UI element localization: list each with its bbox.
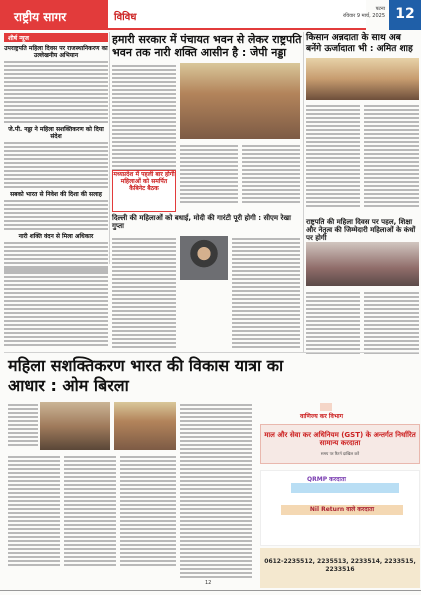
story-text [306,103,360,209]
footer-page-number: 12 [205,580,212,586]
group-photo [306,58,419,100]
qrmp-title: QRMP करदाता [307,476,346,483]
left-headline-4: नारी शक्ति वंदन से मिला अधिकार [18,233,94,240]
president-headline: राष्ट्रपति की महिला दिवस पर पहल, शिक्षा और नेतृत्व की जिम्मेदारी महिलाओं के कंधों पर होगी [306,218,416,242]
highlight-box [112,170,176,212]
section-divider [4,352,419,353]
story-text [364,103,419,209]
right-headline: किसान अन्नदाता के साथ अब बनेंगे ऊर्जादाता भी : अमित शाह [306,33,413,54]
story-text [112,236,176,350]
event-photo [180,63,300,139]
portrait-photo [180,236,228,280]
text-block [4,200,108,230]
column-divider [109,32,110,264]
story-text [306,290,360,356]
main-headline: हमारी सरकार में पंचायत भवन से लेकर राष्ट्रपति भवन तक नारी शक्ति आसीन है : जेपी नड्डा [112,33,302,59]
left-column [4,33,108,255]
page-header [0,0,421,30]
ad-section-title: वाणिज्य कर विभाग [300,413,343,420]
story-text [364,290,419,356]
story-text [180,402,252,580]
highlight-box-title: मध्यप्रदेश में पहली बार होगी महिलाओं को समर्पित कैबिनेट बैठक [113,171,175,192]
event-photo-3 [114,402,176,450]
helpline-box [260,548,420,588]
text-block [4,142,108,188]
story-text [64,454,116,568]
qrmp-banner [291,483,399,493]
left-headline-3: सबको भारत से निवेश की दिशा की सलाह [10,191,102,198]
story-text [180,143,238,205]
text-block [4,61,108,123]
date-label: रविवार 9 मार्च, 2025 [343,13,385,19]
story-text [4,266,108,348]
left-headline-1: उपराष्ट्रपति महिला दिवस पर राजस्थानिकरण का उल्लेखनीय अभियान [4,45,108,59]
left-headline-2: जे.पी. नड्डा ने महिला सशक्तिकरण को दिया संदेश [8,126,104,140]
paper-name: राष्ट्रीय सागर [0,0,108,30]
footer-rule [0,590,421,591]
gst-ad-subtitle: समय पर रिटर्न दाखिल करें [320,451,360,456]
page-number: 12 [389,0,421,30]
qrmp-advertisement [260,470,420,546]
helpline-numbers: 0612-2235512, 2235513, 2233514, 2233515, 2233516 [264,558,416,573]
section-title: विविध [108,0,366,30]
story-text [8,454,60,568]
city-label: पटना [375,6,385,12]
column-divider [303,32,304,352]
gst-advertisement [260,424,420,464]
date-line [305,6,385,20]
delhi-headline: दिल्ली की महिलाओं को बधाई, मोदी की गारंटी पूरी होगी : सीएम रेखा गुप्ता [112,214,291,230]
gst-ad-title: माल और सेवा कर अधिनियम (GST) के अन्तर्गत निर्धारित सामान्य करदाता [264,431,416,447]
lower-headline: महिला सशक्तिकरण भारत की विकास यात्रा का आधार : ओम बिरला [8,356,284,395]
story-text [8,402,38,448]
story-text [120,454,176,568]
left-section-label: शीर्ष न्यूज [4,33,108,42]
event-photo-2 [40,402,110,450]
story-text [232,236,300,350]
story-text [242,143,300,205]
nil-return-title: Nil Return वाले करदाता [281,505,403,515]
government-logo [320,403,332,411]
women-photo [306,242,419,286]
